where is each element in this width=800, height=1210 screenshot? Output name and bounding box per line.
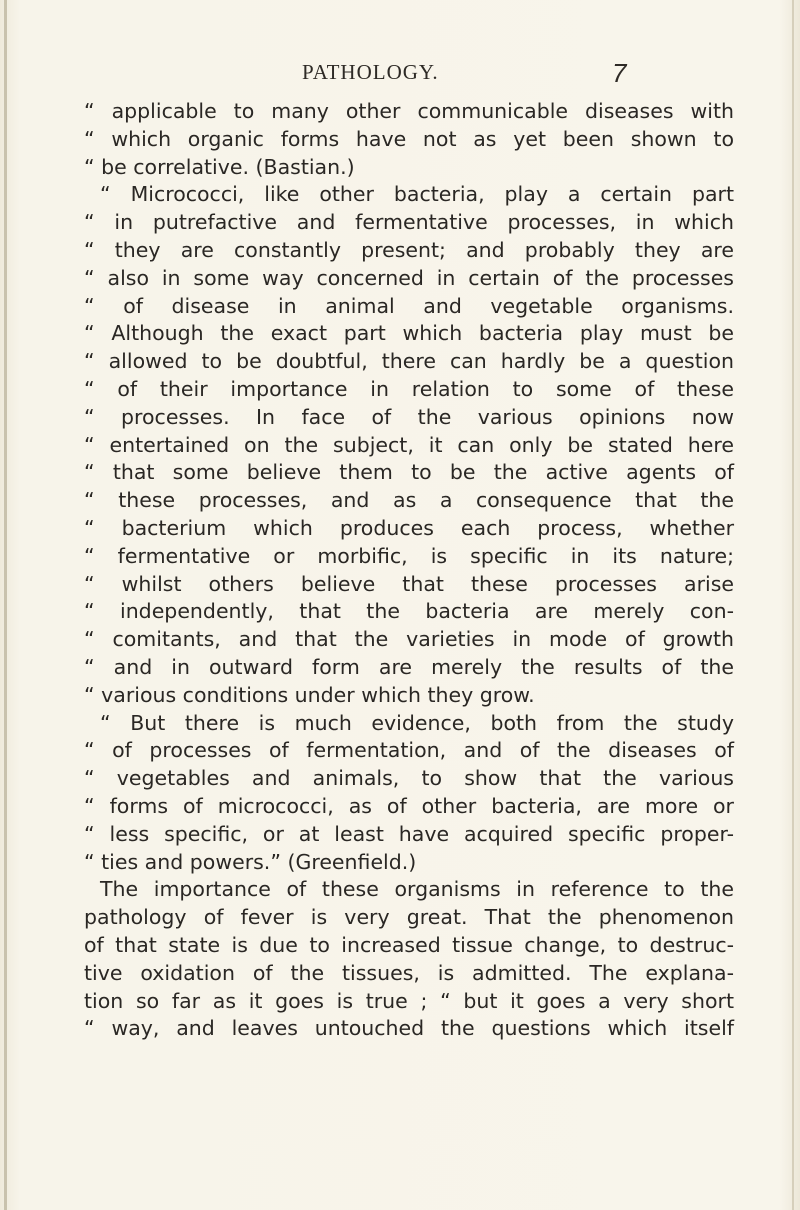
text-line: “ independently, that the bacteria are merely con- bbox=[84, 599, 734, 624]
text-line: “ fermentative or morbific, is specific in its nature; bbox=[84, 543, 734, 568]
text-line: pathology of fever is very great. That the phenomenon bbox=[84, 905, 734, 930]
running-head: PATHOLOGY. bbox=[302, 60, 439, 84]
text-line: “ be correlative. (Bastian.) bbox=[84, 154, 355, 179]
text-line: “ forms of micrococci, as of other bacteria, are more or bbox=[84, 793, 734, 818]
text-line: “ of processes of fermentation, and of the diseases of bbox=[84, 738, 734, 763]
text-line: “ also in some way concerned in certain of the processes bbox=[84, 265, 734, 290]
text-line: “ applicable to many other communicable diseases with bbox=[84, 99, 734, 123]
text-line: “ entertained on the subject, it can only be stated here bbox=[84, 432, 734, 457]
text-line: “ vegetables and animals, to show that the various bbox=[84, 766, 734, 791]
text-line: “ of their importance in relation to some of these bbox=[84, 376, 734, 401]
page-number: 7 bbox=[612, 58, 627, 88]
text-line: “ which organic forms have not as yet been shown to bbox=[84, 126, 734, 151]
text-line: “ comitants, and that the varieties in mode of growth bbox=[84, 627, 734, 652]
page-left-edge bbox=[4, 0, 7, 1210]
text-line: “ these processes, and as a consequence that the bbox=[84, 488, 734, 513]
text-line: “ of disease in animal and vegetable organisms. bbox=[84, 293, 734, 318]
text-line: “ Although the exact part which bacteria play must be bbox=[84, 321, 734, 346]
text-line: “ processes. In face of the various opinions now bbox=[84, 404, 734, 429]
text-line: The importance of these organisms in reference to the bbox=[100, 877, 734, 902]
page-header bbox=[0, 58, 800, 88]
text-line: tion so far as it goes is true ; “ but it goes a very short bbox=[84, 988, 734, 1013]
text-line: of that state is due to increased tissue change, to destruc- bbox=[84, 932, 734, 957]
text-line: “ and in outward form are merely the results of the bbox=[84, 654, 734, 679]
text-line: “ way, and leaves untouched the questions which itself bbox=[84, 1016, 734, 1041]
text-line: “ in putrefactive and fermentative processes, in which bbox=[84, 210, 734, 235]
text-line: “ that some believe them to be the active agents of bbox=[84, 460, 734, 485]
text-line: “ whilst others believe that these processes arise bbox=[84, 571, 734, 596]
text-line: “ But there is much evidence, both from the study bbox=[100, 710, 734, 735]
text-line: “ allowed to be doubtful, there can hardly be a question bbox=[84, 349, 734, 374]
text-line: “ they are constantly present; and probably they are bbox=[84, 237, 734, 262]
text-line: “ less specific, or at least have acquired specific proper- bbox=[84, 821, 734, 846]
text-line: tive oxidation of the tissues, is admitted. The explana- bbox=[84, 960, 734, 985]
text-line: “ bacterium which produces each process, whether bbox=[84, 515, 734, 540]
body-text bbox=[84, 98, 734, 1043]
text-line: “ various conditions under which they grow. bbox=[84, 682, 535, 707]
text-line: “ ties and powers.” (Greenfield.) bbox=[84, 849, 417, 874]
text-line: “ Micrococci, like other bacteria, play a certain part bbox=[100, 182, 734, 207]
page-right-edge bbox=[792, 0, 794, 1210]
